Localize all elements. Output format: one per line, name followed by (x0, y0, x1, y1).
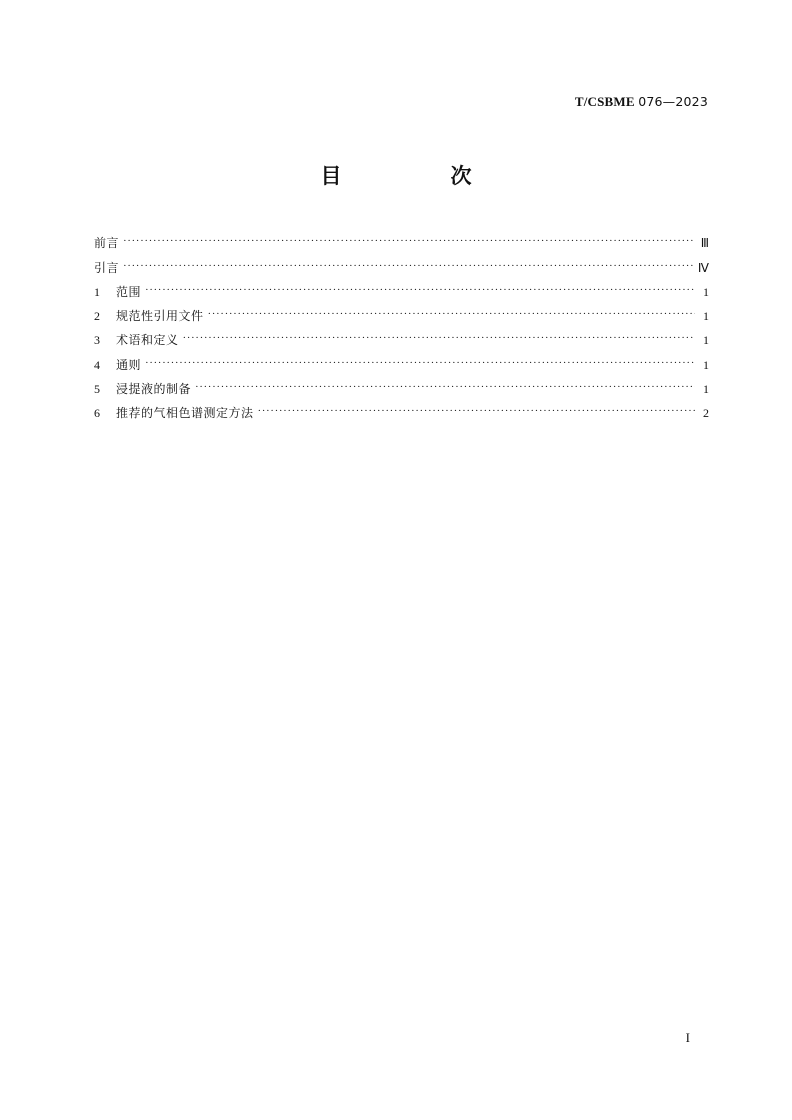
toc-entry-general[interactable] (94, 347, 709, 371)
toc-entry-section: 4 (94, 357, 100, 372)
standard-code-number: 076—2023 (638, 94, 708, 109)
toc-leader-dots (145, 356, 695, 370)
toc-entry-section: 2 (94, 309, 100, 324)
toc-leader-dots (123, 259, 694, 273)
toc-entry-scope[interactable] (94, 275, 709, 299)
toc-entry-page: Ⅲ (700, 236, 709, 251)
toc-entry-label: 前言 (94, 236, 120, 251)
toc-entry-normative-references[interactable] (94, 299, 709, 323)
toc-entry-page: 1 (703, 309, 709, 324)
toc-entry-introduction[interactable] (94, 250, 709, 274)
page-number: I (685, 1030, 690, 1045)
toc-leader-dots (258, 404, 695, 418)
toc-entry-terms-definitions[interactable] (94, 323, 709, 347)
toc-entry-section: 3 (94, 333, 100, 348)
toc-leader-dots (123, 234, 695, 248)
toc-entry-label: 规范性引用文件 (116, 309, 204, 324)
toc-title: 目 次 (320, 164, 516, 188)
toc-entry-gc-method[interactable] (94, 396, 709, 420)
toc-leader-dots (208, 307, 695, 321)
toc-entry-page: 1 (703, 333, 709, 348)
toc-entry-extract-preparation[interactable] (94, 372, 709, 396)
toc-entry-label: 推荐的气相色谱测定方法 (116, 406, 254, 421)
toc-leader-dots (183, 331, 695, 345)
toc-entry-section: 6 (94, 406, 100, 421)
toc-entry-page: Ⅳ (697, 260, 709, 275)
toc-entry-label: 术语和定义 (116, 333, 179, 348)
toc-entry-label: 通则 (116, 357, 142, 372)
standard-code (575, 94, 708, 110)
toc-entry-foreword[interactable] (94, 226, 709, 250)
toc-entry-page: 1 (703, 382, 709, 397)
toc-entry-section: 5 (94, 382, 100, 397)
table-of-contents (94, 226, 709, 420)
toc-entry-label: 范围 (116, 284, 142, 299)
toc-entry-label: 引言 (94, 260, 120, 275)
toc-leader-dots (195, 380, 695, 394)
toc-entry-page: 1 (703, 357, 709, 372)
toc-entry-page: 2 (703, 406, 709, 421)
toc-entry-section: 1 (94, 284, 100, 299)
standard-code-prefix: T/CSBME (574, 94, 635, 109)
toc-entry-page: 1 (703, 284, 709, 299)
toc-entry-label: 浸提液的制备 (116, 382, 192, 397)
toc-leader-dots (145, 283, 695, 297)
